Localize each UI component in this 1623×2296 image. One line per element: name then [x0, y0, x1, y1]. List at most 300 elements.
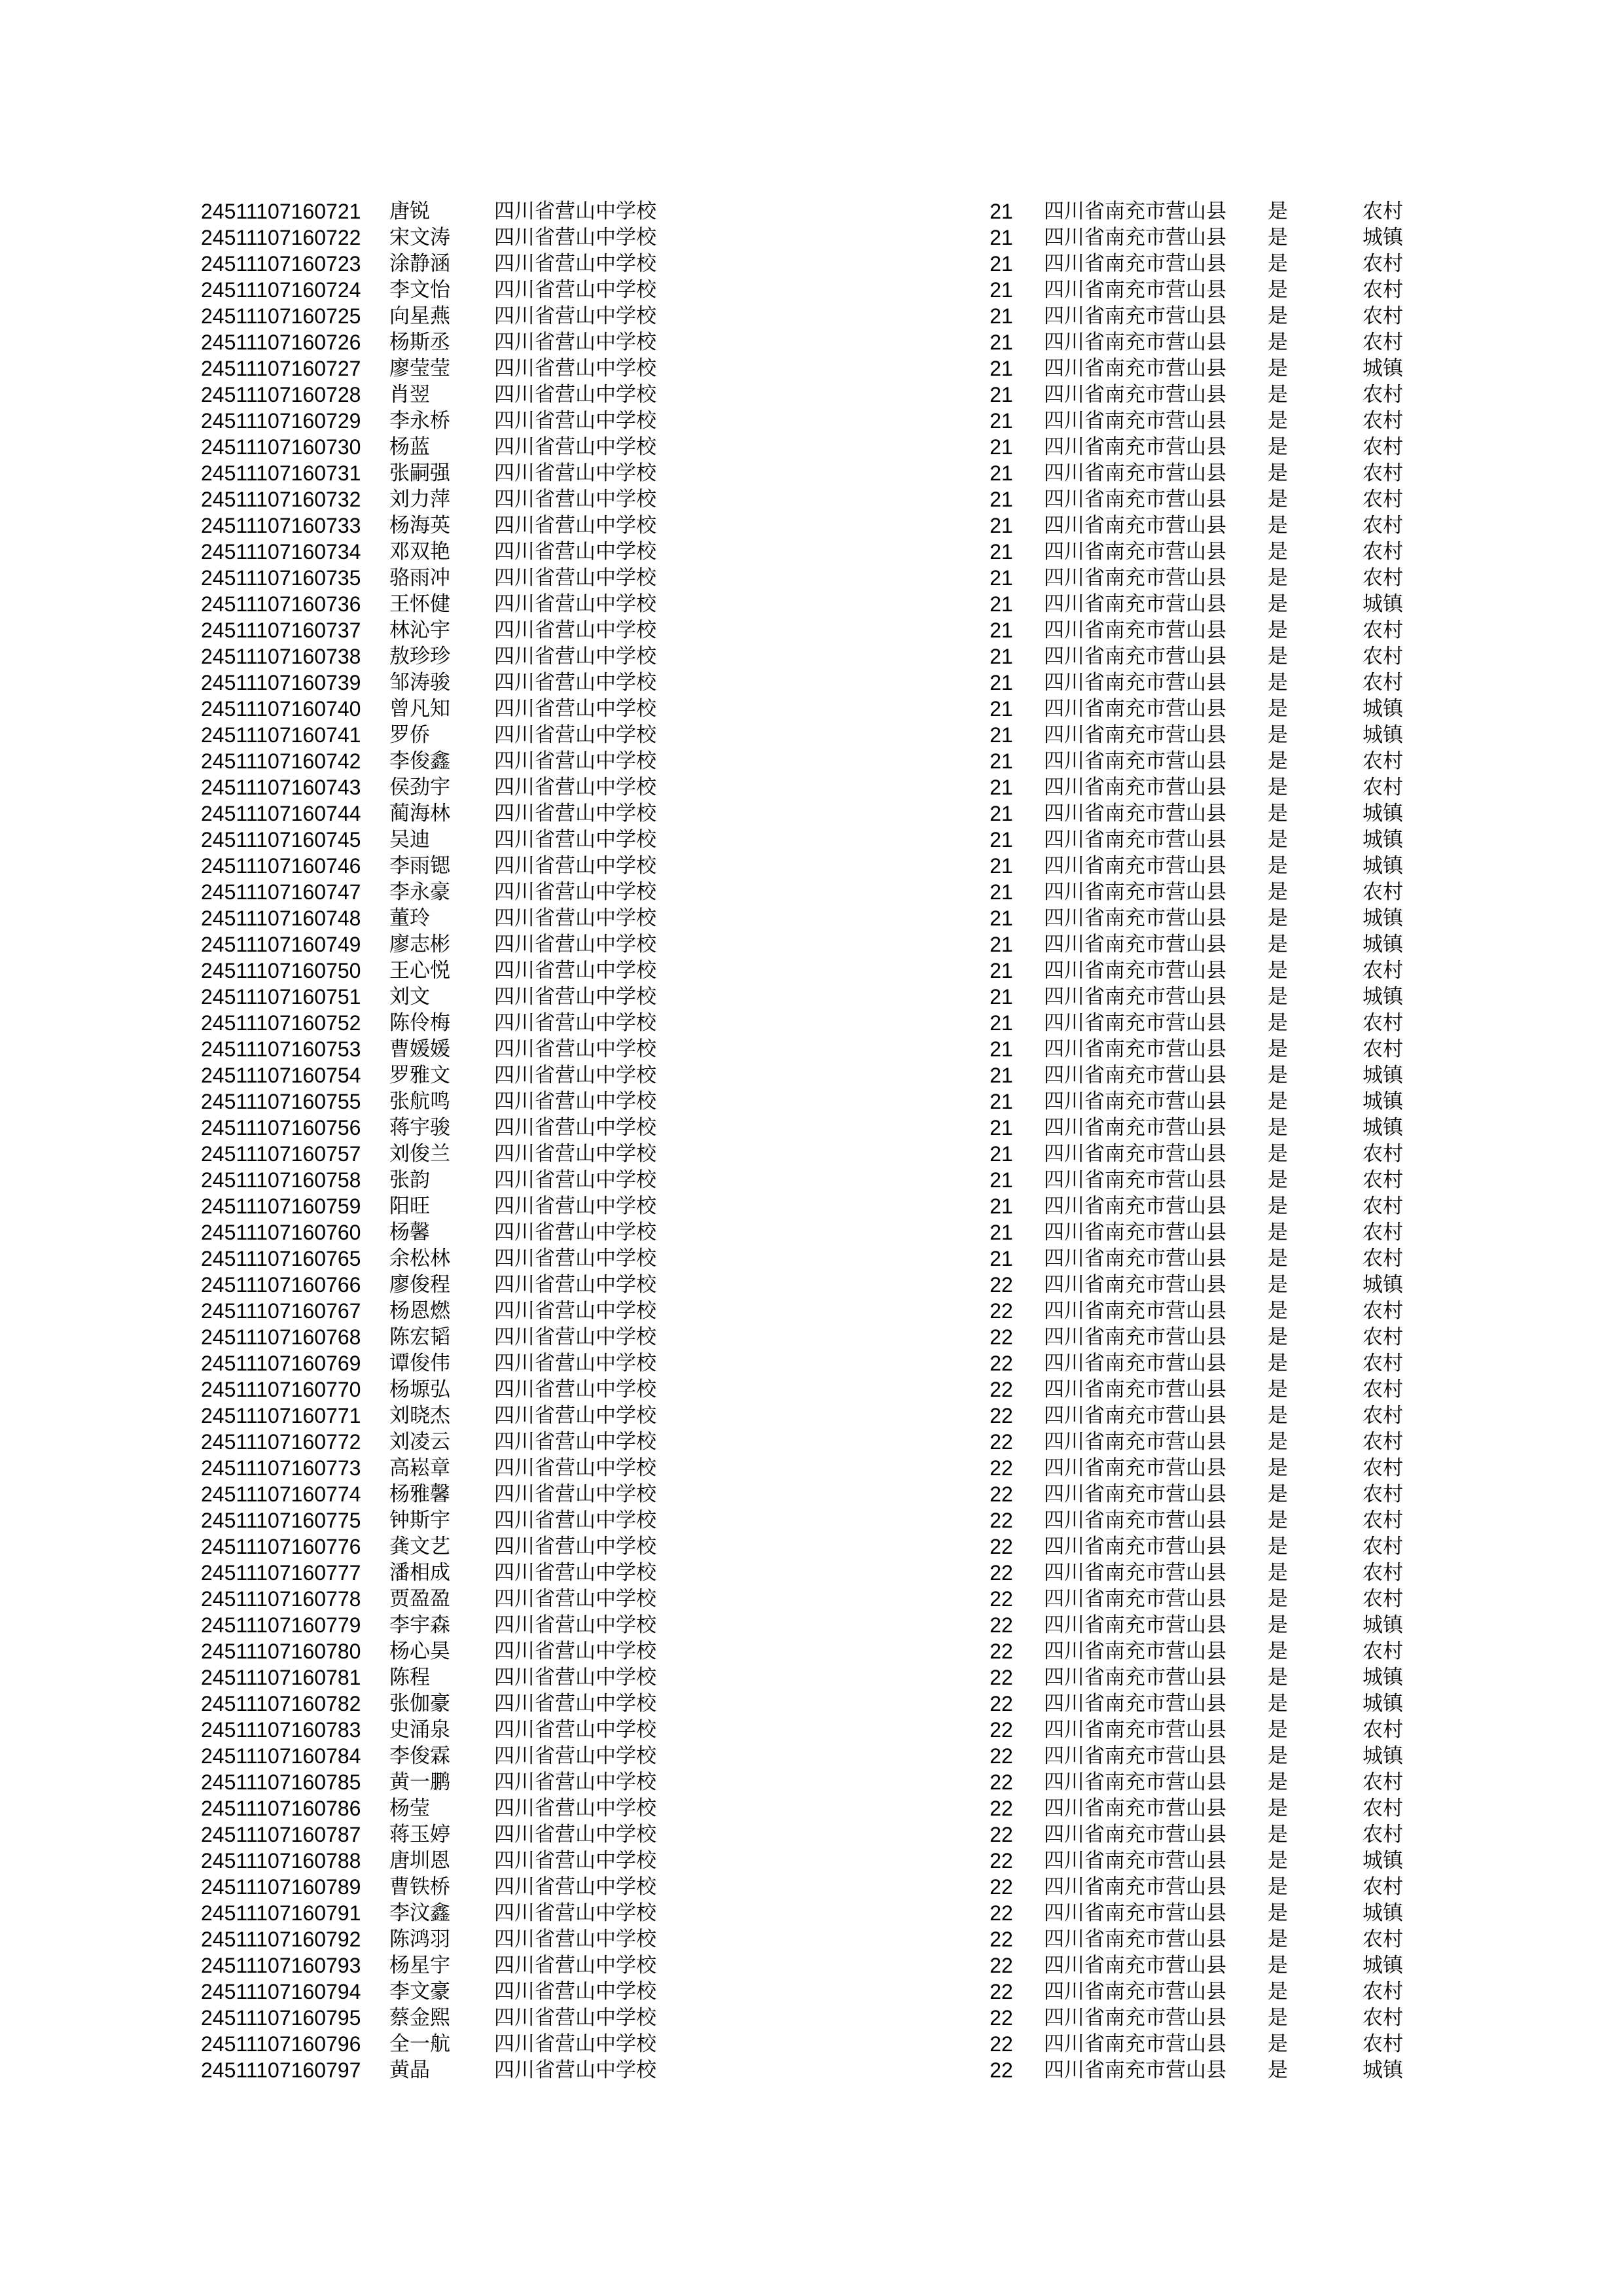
cell-area: 城镇: [1363, 933, 1403, 956]
cell-region: 四川省南充市营山县: [1044, 1613, 1226, 1637]
cell-area: 农村: [1363, 959, 1403, 982]
cell-area: 城镇: [1363, 1744, 1403, 1768]
cell-number: 21: [990, 592, 1013, 616]
table-row: [0, 1664, 1623, 1691]
cell-area: 城镇: [1363, 1273, 1403, 1297]
cell-name: 贾盈盈: [389, 1587, 450, 1611]
cell-school: 四川省营山中学校: [494, 802, 656, 825]
cell-region: 四川省南充市营山县: [1044, 854, 1226, 878]
cell-region: 四川省南充市营山县: [1044, 304, 1226, 328]
cell-flag: 是: [1268, 278, 1288, 302]
table-row: [0, 1507, 1623, 1534]
cell-area: 城镇: [1363, 1849, 1403, 1873]
cell-region: 四川省南充市营山县: [1044, 1064, 1226, 1087]
cell-area: 农村: [1363, 645, 1403, 668]
cell-school: 四川省营山中学校: [494, 1037, 656, 1061]
table-row: [0, 1743, 1623, 1769]
cell-region: 四川省南充市营山县: [1044, 331, 1226, 354]
cell-school: 四川省营山中学校: [494, 2032, 656, 2056]
cell-school: 四川省营山中学校: [494, 1640, 656, 1663]
cell-region: 四川省南充市营山县: [1044, 1430, 1226, 1454]
cell-region: 四川省南充市营山县: [1044, 1587, 1226, 1611]
cell-id: 24511107160724: [201, 278, 361, 302]
cell-region: 四川省南充市营山县: [1044, 1404, 1226, 1427]
cell-number: 22: [990, 1482, 1013, 1506]
cell-id: 24511107160728: [201, 383, 361, 406]
cell-number: 21: [990, 514, 1013, 537]
cell-school: 四川省营山中学校: [494, 2006, 656, 2030]
cell-area: 农村: [1363, 383, 1403, 406]
cell-name: 廖俊程: [389, 1273, 450, 1297]
cell-area: 农村: [1363, 488, 1403, 511]
cell-region: 四川省南充市营山县: [1044, 540, 1226, 564]
cell-area: 农村: [1363, 461, 1403, 485]
cell-region: 四川省南充市营山县: [1044, 383, 1226, 406]
cell-flag: 是: [1268, 357, 1288, 380]
cell-id: 24511107160760: [201, 1221, 361, 1244]
cell-school: 四川省营山中学校: [494, 278, 656, 302]
cell-name: 杨恩燃: [389, 1299, 450, 1323]
cell-number: 22: [990, 1509, 1013, 1532]
cell-school: 四川省营山中学校: [494, 1587, 656, 1611]
cell-flag: 是: [1268, 933, 1288, 956]
table-row: [0, 1141, 1623, 1167]
cell-number: 21: [990, 331, 1013, 354]
table-row: [0, 931, 1623, 958]
table-row: [0, 670, 1623, 696]
cell-id: 24511107160797: [201, 2058, 361, 2082]
cell-name: 杨馨: [389, 1221, 430, 1244]
cell-number: 21: [990, 304, 1013, 328]
cell-id: 24511107160736: [201, 592, 361, 616]
cell-name: 曹媛媛: [389, 1037, 450, 1061]
table-row: [0, 1062, 1623, 1088]
cell-flag: 是: [1268, 252, 1288, 276]
cell-region: 四川省南充市营山县: [1044, 409, 1226, 433]
cell-area: 农村: [1363, 1168, 1403, 1192]
cell-flag: 是: [1268, 1430, 1288, 1454]
cell-id: 24511107160783: [201, 1718, 361, 1742]
cell-area: 农村: [1363, 2006, 1403, 2030]
cell-number: 22: [990, 1718, 1013, 1742]
cell-id: 24511107160740: [201, 697, 361, 721]
table-row: [0, 617, 1623, 643]
cell-number: 22: [990, 1849, 1013, 1873]
cell-region: 四川省南充市营山县: [1044, 461, 1226, 485]
cell-number: 21: [990, 697, 1013, 721]
cell-region: 四川省南充市营山县: [1044, 1325, 1226, 1349]
cell-name: 王怀健: [389, 592, 450, 616]
cell-area: 农村: [1363, 1561, 1403, 1585]
cell-region: 四川省南充市营山县: [1044, 252, 1226, 276]
cell-area: 农村: [1363, 1797, 1403, 1820]
table-row: [0, 224, 1623, 251]
cell-region: 四川省南充市营山县: [1044, 2006, 1226, 2030]
cell-id: 24511107160768: [201, 1325, 361, 1349]
cell-id: 24511107160726: [201, 331, 361, 354]
cell-region: 四川省南充市营山县: [1044, 2032, 1226, 2056]
cell-name: 刘文: [389, 985, 430, 1009]
cell-region: 四川省南充市营山县: [1044, 1116, 1226, 1139]
cell-id: 24511107160781: [201, 1666, 361, 1689]
cell-number: 21: [990, 1142, 1013, 1166]
cell-region: 四川省南充市营山县: [1044, 1770, 1226, 1794]
cell-id: 24511107160733: [201, 514, 361, 537]
cell-area: 农村: [1363, 1142, 1403, 1166]
cell-flag: 是: [1268, 200, 1288, 223]
cell-id: 24511107160782: [201, 1692, 361, 1715]
cell-region: 四川省南充市营山县: [1044, 1509, 1226, 1532]
cell-number: 22: [990, 2032, 1013, 2056]
cell-flag: 是: [1268, 1194, 1288, 1218]
cell-name: 杨莹: [389, 1797, 430, 1820]
cell-number: 21: [990, 383, 1013, 406]
cell-id: 24511107160785: [201, 1770, 361, 1794]
cell-name: 李俊鑫: [389, 749, 450, 773]
cell-flag: 是: [1268, 906, 1288, 930]
cell-area: 农村: [1363, 1980, 1403, 2003]
table-row: [0, 1350, 1623, 1376]
cell-area: 农村: [1363, 1509, 1403, 1532]
cell-id: 24511107160787: [201, 1823, 361, 1846]
cell-region: 四川省南充市营山县: [1044, 619, 1226, 642]
cell-number: 21: [990, 200, 1013, 223]
cell-school: 四川省营山中学校: [494, 226, 656, 249]
cell-id: 24511107160765: [201, 1247, 361, 1270]
cell-region: 四川省南充市营山县: [1044, 880, 1226, 904]
cell-name: 吴迪: [389, 828, 430, 852]
cell-area: 农村: [1363, 1325, 1403, 1349]
cell-name: 蔡金熙: [389, 2006, 450, 2030]
cell-number: 21: [990, 488, 1013, 511]
cell-number: 21: [990, 671, 1013, 694]
cell-school: 四川省营山中学校: [494, 592, 656, 616]
cell-id: 24511107160796: [201, 2032, 361, 2056]
cell-name: 陈宏韬: [389, 1325, 450, 1349]
cell-number: 22: [990, 1980, 1013, 2003]
cell-area: 农村: [1363, 1535, 1403, 1558]
cell-number: 22: [990, 1273, 1013, 1297]
cell-flag: 是: [1268, 514, 1288, 537]
table-row: [0, 1926, 1623, 1952]
cell-region: 四川省南充市营山县: [1044, 959, 1226, 982]
cell-number: 22: [990, 1928, 1013, 1951]
table-row: [0, 1848, 1623, 1874]
cell-id: 24511107160794: [201, 1980, 361, 2003]
cell-area: 农村: [1363, 331, 1403, 354]
cell-name: 陈程: [389, 1666, 430, 1689]
cell-area: 农村: [1363, 776, 1403, 799]
cell-name: 蒋宇骏: [389, 1116, 450, 1139]
table-row: [0, 2005, 1623, 2031]
cell-school: 四川省营山中学校: [494, 1613, 656, 1637]
cell-area: 农村: [1363, 540, 1403, 564]
cell-number: 21: [990, 959, 1013, 982]
table-row: [0, 486, 1623, 512]
cell-area: 农村: [1363, 1194, 1403, 1218]
cell-school: 四川省营山中学校: [494, 619, 656, 642]
cell-region: 四川省南充市营山县: [1044, 723, 1226, 747]
table-row: [0, 1272, 1623, 1298]
table-row: [0, 800, 1623, 827]
table-row: [0, 2057, 1623, 2083]
table-row: [0, 1036, 1623, 1062]
table-row: [0, 1088, 1623, 1115]
cell-region: 四川省南充市营山县: [1044, 985, 1226, 1009]
cell-name: 杨海英: [389, 514, 450, 537]
cell-id: 24511107160744: [201, 802, 361, 825]
cell-number: 22: [990, 1587, 1013, 1611]
cell-school: 四川省营山中学校: [494, 749, 656, 773]
cell-area: 城镇: [1363, 697, 1403, 721]
cell-region: 四川省南充市营山县: [1044, 278, 1226, 302]
cell-region: 四川省南充市营山县: [1044, 566, 1226, 590]
cell-flag: 是: [1268, 1064, 1288, 1087]
cell-number: 21: [990, 409, 1013, 433]
cell-school: 四川省营山中学校: [494, 1090, 656, 1113]
table-row: [0, 1769, 1623, 1795]
cell-number: 22: [990, 1325, 1013, 1349]
cell-id: 24511107160795: [201, 2006, 361, 2030]
cell-name: 阳旺: [389, 1194, 430, 1218]
cell-number: 21: [990, 880, 1013, 904]
cell-area: 农村: [1363, 1718, 1403, 1742]
cell-id: 24511107160727: [201, 357, 361, 380]
cell-number: 22: [990, 1744, 1013, 1768]
cell-school: 四川省营山中学校: [494, 1744, 656, 1768]
cell-region: 四川省南充市营山县: [1044, 1928, 1226, 1951]
cell-flag: 是: [1268, 723, 1288, 747]
cell-area: 城镇: [1363, 854, 1403, 878]
table-row: [0, 539, 1623, 565]
cell-name: 廖莹莹: [389, 357, 450, 380]
cell-area: 城镇: [1363, 1954, 1403, 1977]
cell-flag: 是: [1268, 1011, 1288, 1035]
cell-area: 农村: [1363, 514, 1403, 537]
cell-number: 22: [990, 1823, 1013, 1846]
cell-area: 农村: [1363, 1352, 1403, 1375]
cell-number: 21: [990, 540, 1013, 564]
cell-school: 四川省营山中学校: [494, 1116, 656, 1139]
cell-number: 22: [990, 1378, 1013, 1401]
table-row: [0, 1167, 1623, 1193]
cell-area: 农村: [1363, 671, 1403, 694]
cell-id: 24511107160741: [201, 723, 361, 747]
cell-name: 李文豪: [389, 1980, 450, 2003]
table-row: [0, 1534, 1623, 1560]
cell-number: 21: [990, 776, 1013, 799]
cell-school: 四川省营山中学校: [494, 488, 656, 511]
cell-name: 罗侨: [389, 723, 430, 747]
cell-number: 21: [990, 1011, 1013, 1035]
table-row: [0, 1900, 1623, 1926]
cell-name: 余松林: [389, 1247, 450, 1270]
cell-area: 城镇: [1363, 828, 1403, 852]
cell-region: 四川省南充市营山县: [1044, 1090, 1226, 1113]
cell-number: 22: [990, 1352, 1013, 1375]
cell-name: 张伽豪: [389, 1692, 450, 1715]
cell-number: 21: [990, 985, 1013, 1009]
cell-school: 四川省营山中学校: [494, 828, 656, 852]
cell-flag: 是: [1268, 985, 1288, 1009]
cell-area: 城镇: [1363, 1090, 1403, 1113]
cell-name: 谭俊伟: [389, 1352, 450, 1375]
cell-school: 四川省营山中学校: [494, 1064, 656, 1087]
cell-area: 城镇: [1363, 723, 1403, 747]
cell-flag: 是: [1268, 802, 1288, 825]
cell-id: 24511107160756: [201, 1116, 361, 1139]
cell-flag: 是: [1268, 1482, 1288, 1506]
cell-name: 陈鸿羽: [389, 1928, 450, 1951]
cell-number: 21: [990, 1037, 1013, 1061]
cell-name: 钟斯宇: [389, 1509, 450, 1532]
cell-school: 四川省营山中学校: [494, 2058, 656, 2082]
cell-region: 四川省南充市营山县: [1044, 226, 1226, 249]
cell-id: 24511107160776: [201, 1535, 361, 1558]
cell-name: 黄一鹏: [389, 1770, 450, 1794]
cell-name: 刘晓杰: [389, 1404, 450, 1427]
cell-id: 24511107160730: [201, 435, 361, 459]
cell-number: 21: [990, 802, 1013, 825]
cell-region: 四川省南充市营山县: [1044, 1849, 1226, 1873]
cell-id: 24511107160742: [201, 749, 361, 773]
cell-id: 24511107160786: [201, 1797, 361, 1820]
cell-region: 四川省南充市营山县: [1044, 1744, 1226, 1768]
cell-area: 农村: [1363, 749, 1403, 773]
cell-region: 四川省南充市营山县: [1044, 1954, 1226, 1977]
table-row: [0, 774, 1623, 800]
cell-number: 21: [990, 1194, 1013, 1218]
cell-id: 24511107160779: [201, 1613, 361, 1637]
cell-number: 22: [990, 1875, 1013, 1899]
cell-number: 21: [990, 252, 1013, 276]
table-row: [0, 1612, 1623, 1638]
cell-name: 董玲: [389, 906, 430, 930]
table-row: [0, 198, 1623, 224]
cell-id: 24511107160753: [201, 1037, 361, 1061]
cell-region: 四川省南充市营山县: [1044, 906, 1226, 930]
cell-region: 四川省南充市营山县: [1044, 1378, 1226, 1401]
cell-number: 22: [990, 1640, 1013, 1663]
cell-id: 24511107160775: [201, 1509, 361, 1532]
cell-school: 四川省营山中学校: [494, 1299, 656, 1323]
table-row: [0, 1560, 1623, 1586]
cell-name: 邓双艳: [389, 540, 450, 564]
cell-id: 24511107160751: [201, 985, 361, 1009]
cell-school: 四川省营山中学校: [494, 357, 656, 380]
cell-number: 22: [990, 1770, 1013, 1794]
cell-flag: 是: [1268, 1744, 1288, 1768]
table-row: [0, 1821, 1623, 1848]
cell-id: 24511107160755: [201, 1090, 361, 1113]
cell-region: 四川省南充市营山县: [1044, 1535, 1226, 1558]
cell-region: 四川省南充市营山县: [1044, 776, 1226, 799]
cell-number: 21: [990, 435, 1013, 459]
cell-number: 21: [990, 226, 1013, 249]
cell-name: 廖志彬: [389, 933, 450, 956]
cell-flag: 是: [1268, 1299, 1288, 1323]
table-row: [0, 1979, 1623, 2005]
table-row: [0, 1298, 1623, 1324]
table-row: [0, 827, 1623, 853]
cell-region: 四川省南充市营山县: [1044, 1980, 1226, 2003]
cell-region: 四川省南充市营山县: [1044, 592, 1226, 616]
cell-area: 农村: [1363, 1404, 1403, 1427]
cell-id: 24511107160721: [201, 200, 361, 223]
cell-number: 22: [990, 1666, 1013, 1689]
cell-flag: 是: [1268, 1273, 1288, 1297]
cell-area: 农村: [1363, 1247, 1403, 1270]
cell-flag: 是: [1268, 2006, 1288, 2030]
cell-school: 四川省营山中学校: [494, 1770, 656, 1794]
cell-id: 24511107160739: [201, 671, 361, 694]
cell-region: 四川省南充市营山县: [1044, 1797, 1226, 1820]
cell-area: 农村: [1363, 1299, 1403, 1323]
cell-region: 四川省南充市营山县: [1044, 1875, 1226, 1899]
cell-id: 24511107160723: [201, 252, 361, 276]
cell-name: 侯劲宇: [389, 776, 450, 799]
cell-flag: 是: [1268, 1142, 1288, 1166]
cell-id: 24511107160737: [201, 619, 361, 642]
table-row: [0, 277, 1623, 303]
cell-area: 农村: [1363, 1823, 1403, 1846]
cell-number: 22: [990, 1613, 1013, 1637]
cell-school: 四川省营山中学校: [494, 1352, 656, 1375]
cell-school: 四川省营山中学校: [494, 1247, 656, 1270]
cell-school: 四川省营山中学校: [494, 1404, 656, 1427]
cell-school: 四川省营山中学校: [494, 671, 656, 694]
cell-name: 李雨锶: [389, 854, 450, 878]
cell-number: 21: [990, 906, 1013, 930]
cell-number: 21: [990, 1090, 1013, 1113]
cell-area: 农村: [1363, 252, 1403, 276]
cell-area: 农村: [1363, 1587, 1403, 1611]
cell-region: 四川省南充市营山县: [1044, 1692, 1226, 1715]
cell-school: 四川省营山中学校: [494, 1797, 656, 1820]
cell-flag: 是: [1268, 1692, 1288, 1715]
cell-name: 李文怡: [389, 278, 450, 302]
cell-school: 四川省营山中学校: [494, 1928, 656, 1951]
cell-flag: 是: [1268, 1221, 1288, 1244]
cell-flag: 是: [1268, 1168, 1288, 1192]
cell-area: 城镇: [1363, 357, 1403, 380]
cell-flag: 是: [1268, 828, 1288, 852]
cell-id: 24511107160771: [201, 1404, 361, 1427]
cell-area: 城镇: [1363, 1901, 1403, 1925]
cell-number: 21: [990, 278, 1013, 302]
cell-name: 杨雅馨: [389, 1482, 450, 1506]
cell-region: 四川省南充市营山县: [1044, 1456, 1226, 1480]
cell-flag: 是: [1268, 1797, 1288, 1820]
cell-number: 22: [990, 1561, 1013, 1585]
table-row: [0, 1586, 1623, 1612]
cell-area: 农村: [1363, 1456, 1403, 1480]
cell-name: 罗雅文: [389, 1064, 450, 1087]
cell-school: 四川省营山中学校: [494, 854, 656, 878]
cell-flag: 是: [1268, 1509, 1288, 1532]
cell-flag: 是: [1268, 1901, 1288, 1925]
cell-area: 城镇: [1363, 985, 1403, 1009]
cell-flag: 是: [1268, 1561, 1288, 1585]
cell-id: 24511107160747: [201, 880, 361, 904]
cell-flag: 是: [1268, 1090, 1288, 1113]
cell-name: 向星燕: [389, 304, 450, 328]
table-row: [0, 1874, 1623, 1900]
cell-flag: 是: [1268, 2032, 1288, 2056]
table-row: [0, 984, 1623, 1010]
table-row: [0, 1481, 1623, 1507]
cell-flag: 是: [1268, 671, 1288, 694]
